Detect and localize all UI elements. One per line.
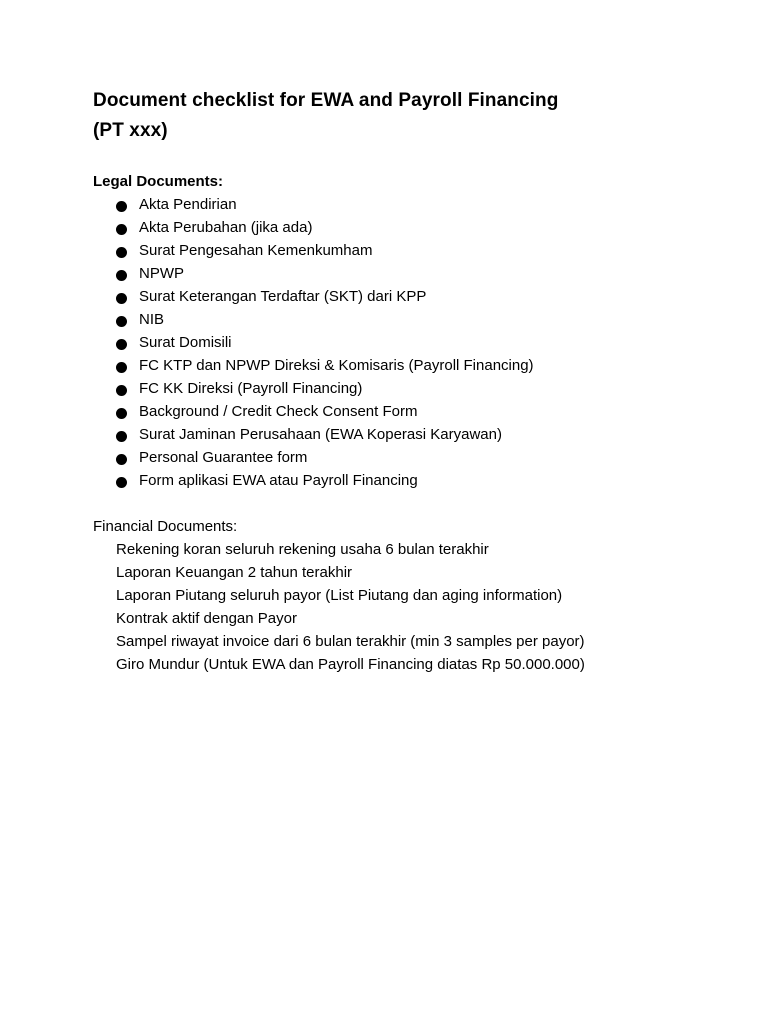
list-item [93,400,733,423]
legal-documents-heading: Legal Documents: [93,173,224,190]
document-page [93,86,733,676]
list-item [93,193,733,216]
list-item-label: NPWP [139,265,184,282]
list-item: Rekening koran seluruh rekening usaha 6 bulan terakhir [116,541,489,558]
list-item: Laporan Keuangan 2 tahun terakhir [116,564,353,581]
legal-documents-list [93,193,733,492]
list-item [93,216,733,239]
document-title-line-2: (PT xxx) [93,120,168,141]
list-item-label: Surat Jaminan Perusahaan (EWA Koperasi Karyawan) [139,426,502,443]
bullet-icon [116,270,127,281]
list-item-label: Akta Perubahan (jika ada) [139,219,313,236]
list-item-label: Personal Guarantee form [139,449,308,466]
list-item-label: Form aplikasi EWA atau Payroll Financing [139,472,418,489]
list-item: Kontrak aktif dengan Payor [116,610,297,627]
document-title [93,86,733,146]
bullet-icon [116,339,127,350]
list-item [93,239,733,262]
bullet-icon [116,454,127,465]
bullet-icon [116,293,127,304]
list-item: Sampel riwayat invoice dari 6 bulan terakhir (min 3 samples per payor) [116,633,585,650]
list-item [93,331,733,354]
list-item [93,262,733,285]
financial-documents-list [93,538,733,676]
bullet-icon [116,224,127,235]
list-item-label: Background / Credit Check Consent Form [139,403,418,420]
list-item [93,423,733,446]
list-item-label: FC KK Direksi (Payroll Financing) [139,380,363,397]
bullet-icon [116,247,127,258]
financial-documents-heading: Financial Documents: [93,518,238,535]
list-item-label: Surat Keterangan Terdaftar (SKT) dari KPP [139,288,427,305]
list-item [93,377,733,400]
list-item-label: Akta Pendirian [139,196,237,213]
list-item [93,446,733,469]
list-item [93,469,733,492]
bullet-icon [116,477,127,488]
bullet-icon [116,408,127,419]
bullet-icon [116,201,127,212]
list-item-label: NIB [139,311,165,328]
list-item-label: FC KTP dan NPWP Direksi & Komisaris (Payroll Financing) [139,357,534,374]
list-item-label: Surat Pengesahan Kemenkumham [139,242,373,259]
bullet-icon [116,316,127,327]
bullet-icon [116,362,127,373]
bullet-icon [116,431,127,442]
list-item [93,285,733,308]
list-item [93,354,733,377]
list-item-label: Surat Domisili [139,334,232,351]
bullet-icon [116,385,127,396]
list-item [93,308,733,331]
list-item: Giro Mundur (Untuk EWA dan Payroll Financing diatas Rp 50.000.000) [116,656,585,673]
document-title-line-1: Document checklist for EWA and Payroll Financing [93,90,559,111]
list-item: Laporan Piutang seluruh payor (List Piutang dan aging information) [116,587,563,604]
